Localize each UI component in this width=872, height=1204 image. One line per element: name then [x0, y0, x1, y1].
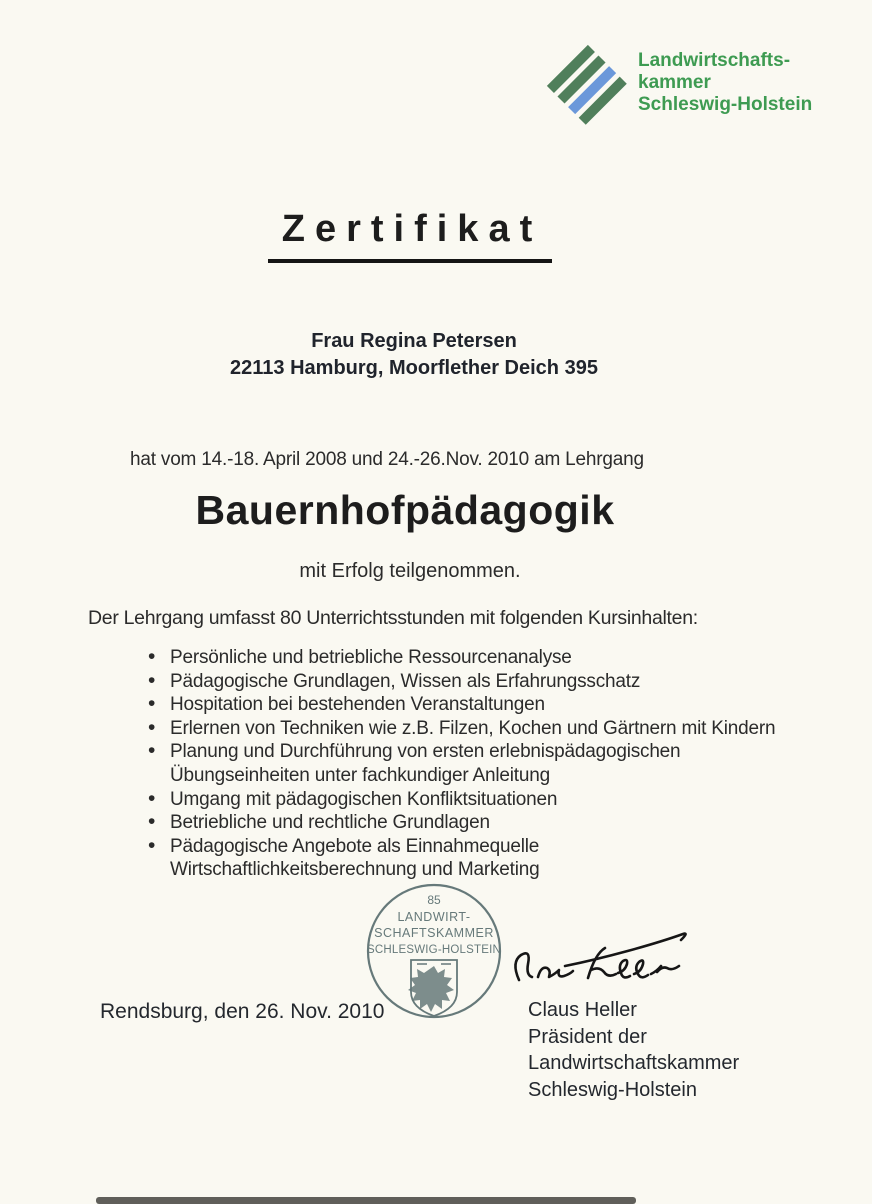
signatory-title-line: Präsident der	[528, 1025, 647, 1048]
stamp-line-1: LANDWIRT-	[397, 910, 471, 924]
stamp-line-3: SCHLESWIG-HOLSTEIN	[367, 944, 501, 956]
logo-text-line: Landwirtschafts-	[638, 50, 791, 71]
recipient-name: Frau Regina Petersen	[311, 330, 517, 352]
course-content-item: • Hospitation bei bestehenden Veranstaltungen	[146, 693, 794, 717]
result-line: mit Erfolg teilgenommen.	[299, 560, 521, 582]
title-wrap	[0, 208, 820, 263]
course-content-item: • Betriebliche und rechtliche Grundlagen	[146, 811, 794, 835]
stamp-number: 85	[427, 893, 441, 907]
signatory-title-line: Schleswig-Holstein	[528, 1078, 697, 1101]
course-content-item: • Pädagogische Angebote als Einnahmequelle	[146, 835, 794, 859]
signatory-block	[528, 997, 739, 1103]
course-title: Bauernhofpädagogik	[195, 487, 615, 533]
course-content-item: • Persönliche und betriebliche Ressourcenanalyse	[146, 646, 794, 670]
logo-stripes-icon	[546, 44, 634, 132]
stamp-coat-of-arms-icon	[408, 960, 457, 1016]
place-date-line: Rendsburg, den 26. Nov. 2010	[100, 1000, 385, 1023]
logo-text-line: kammer	[638, 72, 711, 93]
signature-handwriting	[505, 928, 705, 998]
course-content-item: • Erlernen von Techniken wie z.B. Filzen, Kochen und Gärtnern mit Kindern	[146, 717, 794, 741]
recipient-block	[0, 328, 828, 382]
logo-text-line: Schleswig-Holstein	[638, 94, 813, 115]
scan-edge-artifact	[96, 1197, 636, 1204]
signatory-title-line: Landwirtschaftskammer	[528, 1052, 740, 1074]
scope-line: Der Lehrgang umfasst 80 Unterrichtsstunden mit folgenden Kursinhalten:	[88, 607, 698, 629]
course-content-item: • Planung und Durchführung von ersten erlebnispädagogischen Übungseinheiten unter fachkundiger Anleitung	[146, 740, 794, 787]
signatory-name: Claus Heller	[528, 999, 637, 1021]
stamp-line-2: SCHAFTSKAMMER	[374, 926, 494, 940]
logo-text	[638, 50, 812, 132]
course-contents-list	[146, 646, 794, 882]
course-content-item: • Pädagogische Grundlagen, Wissen als Erfahrungsschatz	[146, 670, 794, 694]
certificate-title: Zertifikat	[268, 208, 552, 263]
logo	[546, 44, 846, 132]
recipient-address: 22113 Hamburg, Moorflether Deich 395	[230, 357, 598, 379]
intro-line: hat vom 14.-18. April 2008 und 24.-26.Nov. 2010 am Lehrgang	[130, 449, 644, 470]
course-content-continuation: Wirtschaftlichkeitsberechnung und Marketing	[170, 859, 540, 881]
course-content-item: • Umgang mit pädagogischen Konfliktsituationen	[146, 788, 794, 812]
